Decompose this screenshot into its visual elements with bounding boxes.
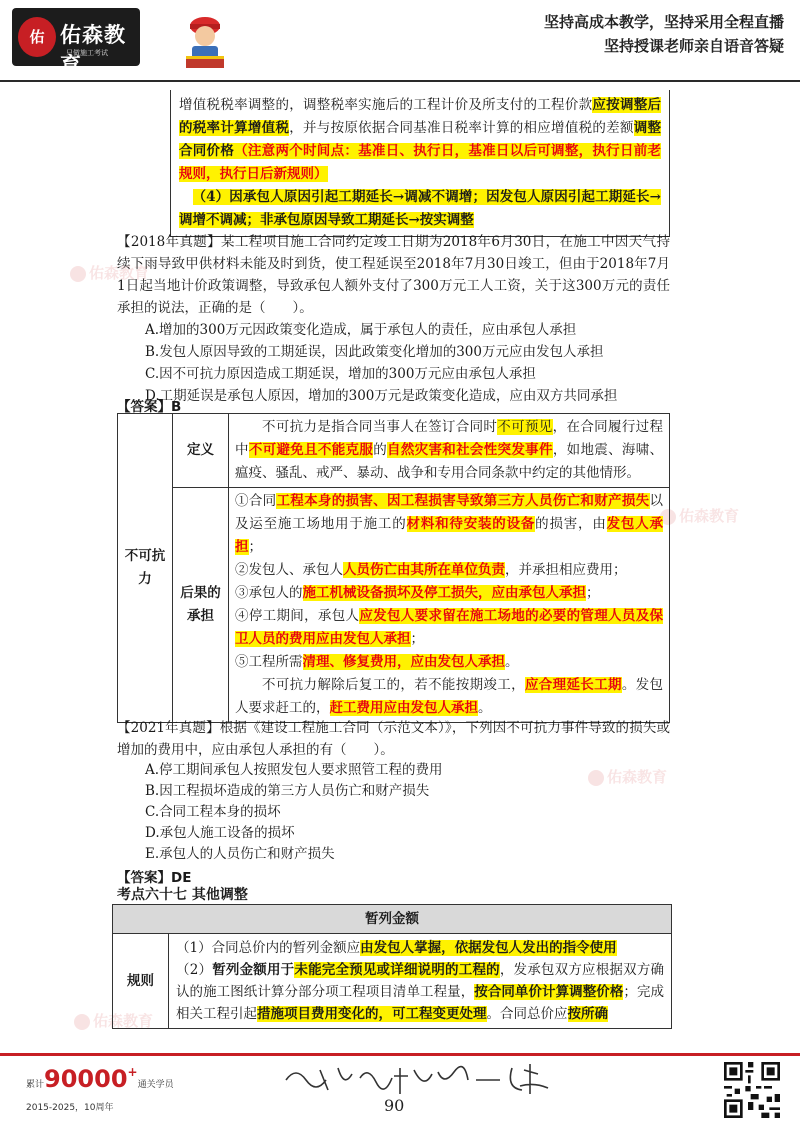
logo-seal-icon: 佑: [18, 17, 56, 57]
force-majeure-table: [117, 413, 670, 723]
logo-subtitle: 只做施工考试: [66, 49, 108, 57]
brand-logo: [12, 8, 140, 77]
consequence-item-6: 不可抗力解除后复工的，若不能按期竣工，应合理延长工期。发包人要求赶工的，赶工费用应由发包人承担。: [235, 677, 664, 716]
definition-text: 不可抗力是指合同当事人在签订合同时不可预见，在合同履行过程中不可避免且不能克服的自然灾害和社会性突发事件，如地震、海啸、瘟疫、骚乱、戒严、暴动、战争和专用合同条款中约定的其他情形。: [229, 414, 670, 488]
rules-text: [169, 934, 672, 1029]
rule-2: （2）暂列金额用于未能完全预见或详细说明的工程的，发承包双方应根据双方确认的施工图纸计算分部分项工程项目清单工程量，按合同单价计算调整价格；完成相关工程引起措施项目费用变化的，可工程变更处理。合同总价应按所确: [176, 962, 665, 1022]
header-divider: [0, 80, 800, 82]
option-e: E.承包人的人员伤亡和财产损失: [145, 846, 335, 862]
consequence-item-3: ③承包人的施工机械设备损坏及停工损失，应由承包人承担；: [235, 585, 600, 601]
consequence-item-4: ④停工期间，承包人应发包人要求留在施工场地的必要的管理人员及保卫人员的费用应由发包人承担；: [235, 608, 664, 647]
carryover-table-cell: [170, 90, 670, 237]
handwritten-signature: [280, 1058, 560, 1102]
option-d: D.承包人施工设备的损坏: [145, 825, 295, 841]
page-header: [0, 0, 800, 84]
watermark: 佑森教育: [660, 505, 739, 526]
option-b: B.因工程损坏造成的第三方人员伤亡和财产损失: [145, 783, 430, 799]
table-header: 暂列金额: [113, 905, 672, 934]
student-count-badge: 累计90000+通关学员: [26, 1065, 174, 1093]
answer-2018: 【答案】B: [117, 399, 182, 415]
consequence-text: [229, 488, 670, 723]
qr-code-icon: [724, 1062, 780, 1118]
logo-text: 佑森教育: [60, 23, 126, 77]
definition-label: 定义: [173, 414, 229, 488]
consequence-item-2: ②发包人、承包人人员伤亡由其所在单位负责，并承担相应费用；: [235, 562, 627, 578]
mascot-icon: [172, 6, 238, 72]
force-majeure-label: 不可抗力: [118, 414, 173, 723]
watermark: 佑森教育: [588, 766, 667, 787]
option-c: C.合同工程本身的损坏: [145, 804, 281, 820]
option-a: A.增加的300万元因政策变化造成，属于承包人的责任，应由承包人承担: [145, 322, 577, 338]
rules-label: 规则: [113, 934, 169, 1029]
anniversary-text: 2015-2025，10周年: [26, 1103, 114, 1113]
option-b: B.发包人原因导致的工期延误，因此政策变化增加的300万元应由发包人承担: [145, 344, 604, 360]
section-title: 考点六十七 其他调整: [117, 887, 248, 903]
watermark: 佑森教育: [70, 262, 149, 283]
page-number: 90: [384, 1096, 405, 1115]
schedule-delay-paragraph: （4）因承包人原因引起工期延长→调减不调增；因发包人原因引起工期延长→调增不调减；非承包原因导致工期延长→按实调整: [179, 189, 661, 228]
question-2018: 【2018年真题】某工程项目施工合同约定竣工日期为2018年6月30日，在施工中因天气持续下雨导致甲供材料未能及时到货，使工程延误至2018年7月30日竣工，但由于2018年7月1日起当地计价政策调整，导致承包人额外支付了300万元工人工资，关于这300万元的责任承担的说法，正确的是（ ）。: [117, 234, 670, 316]
option-a: A.停工期间承包人按照发包人要求照管工程的费用: [145, 762, 443, 778]
header-slogan: 坚持高成本教学，坚持采用全程直播 坚持授课老师亲自语音答疑: [543, 13, 784, 55]
consequence-item-5: ⑤工程所需清理、修复费用，应由发包人承担。: [235, 654, 519, 670]
consequence-item-1: ①合同工程本身的损害、因工程损害导致第三方人员伤亡和财产损失以及运至施工场地用于施工的材料和待安装的设备的损害，由发包人承担；: [235, 493, 664, 555]
footer-divider: [0, 1053, 800, 1056]
vat-adjustment-paragraph: 增值税税率调整的，调整税率实施后的工程计价及所支付的工程价款应按调整后的税率计算增值税，并与按原依据合同基准日税率计算的相应增值税的差额调整合同价格（注意两个时间点：基准日、执行日，基准日以后可调整，执行日前老规则，执行日后新规则）: [179, 97, 662, 182]
option-c: C.因不可抗力原因造成工期延误，增加的300万元应由承包人承担: [145, 366, 536, 382]
consequence-label: 后果的承担: [173, 488, 229, 723]
answer-2021: 【答案】DE: [117, 870, 192, 886]
rule-1: （1）合同总价内的暂列金额应由发包人掌握，依据发包人发出的指令使用: [176, 940, 617, 956]
option-d: D.工期延误是承包人原因，增加的300万元是政策变化造成，应由双方共同承担: [145, 388, 618, 404]
watermark: 佑森教育: [74, 1010, 153, 1031]
question-2021: 【2021年真题】根据《建设工程施工合同（示范文本）》，下列因不可抗力事件导致的损失或增加的费用中，应由承包人承担的有（ ）。: [117, 720, 670, 758]
provisional-sum-table: [112, 904, 672, 1029]
